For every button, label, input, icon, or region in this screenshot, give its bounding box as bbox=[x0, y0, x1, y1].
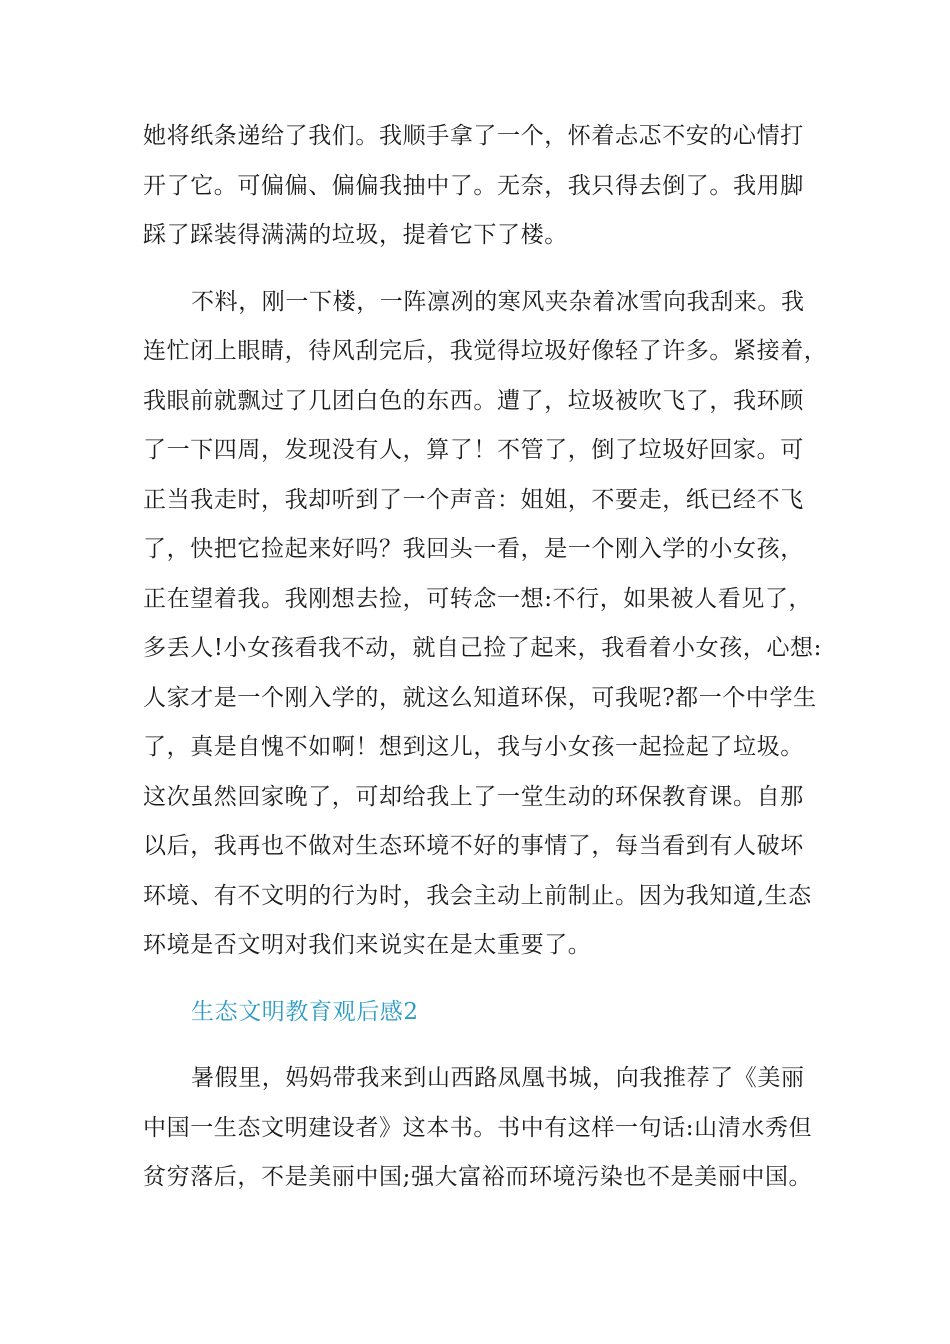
text-line: 正在望着我。我刚想去捡，可转念一想:不行，如果被人看见了， bbox=[143, 585, 813, 612]
text-line: 踩了踩装得满满的垃圾，提着它下了楼。 bbox=[143, 222, 568, 248]
document-body bbox=[143, 112, 828, 1220]
section-heading: 生态文明教育观后感2 bbox=[191, 998, 419, 1025]
text-line: 了，真是自愧不如啊！想到这儿，我与小女孩一起捡起了垃圾。 bbox=[143, 734, 804, 760]
text-line: 贫穷落后，不是美丽中国;强大富裕而环境污染也不是美丽中国。 bbox=[143, 1164, 813, 1190]
text-line: 不料，刚一下楼，一阵凛冽的寒风夹杂着冰雪向我刮来。我 bbox=[191, 288, 805, 315]
text-line: 暑假里，妈妈带我来到山西路凤凰书城，向我推荐了《美丽 bbox=[191, 1065, 805, 1091]
text-line: 开了它。可偏偏、偏偏我抽中了。无奈，我只得去倒了。我用脚 bbox=[143, 172, 804, 199]
text-line: 中国一生态文明建设者》这本书。书中有这样一句话:山清水秀但 bbox=[143, 1114, 813, 1141]
text-line: 了，快把它捡起来好吗？我回头一看，是一个刚入学的小女孩， bbox=[143, 536, 804, 562]
text-line: 以后，我再也不做对生态环境不好的事情了，每当看到有人破坏 bbox=[143, 833, 804, 859]
paragraph-3 bbox=[143, 1054, 815, 1203]
paragraph-2 bbox=[143, 278, 828, 971]
text-line: 了一下四周，发现没有人，算了！不管了，倒了垃圾好回家。可 bbox=[143, 437, 804, 463]
text-line: 人家才是一个刚入学的，就这么知道环保，可我呢?都一个中学生 bbox=[143, 684, 817, 711]
text-line: 我眼前就飘过了几团白色的东西。遭了，垃圾被吹飞了，我环顾 bbox=[143, 387, 804, 414]
text-line: 这次虽然回家晚了，可却给我上了一堂生动的环保教育课。自那 bbox=[143, 783, 804, 810]
text-line: 连忙闭上眼睛，待风刮完后，我觉得垃圾好像轻了许多。紧接着， bbox=[143, 338, 828, 364]
text-line: 环境、有不文明的行为时，我会主动上前制止。因为我知道,生态 bbox=[143, 882, 812, 909]
text-line: 多丢人!小女孩看我不动，就自己捡了起来，我看着小女孩，心想: bbox=[143, 635, 822, 661]
paragraph-1 bbox=[143, 112, 815, 261]
text-line: 她将纸条递给了我们。我顺手拿了一个，怀着忐忑不安的心情打 bbox=[143, 123, 804, 149]
text-line: 正当我走时，我却听到了一个声音：姐姐，不要走，纸已经不飞 bbox=[143, 486, 804, 513]
text-line: 环境是否文明对我们来说实在是太重要了。 bbox=[143, 932, 592, 958]
